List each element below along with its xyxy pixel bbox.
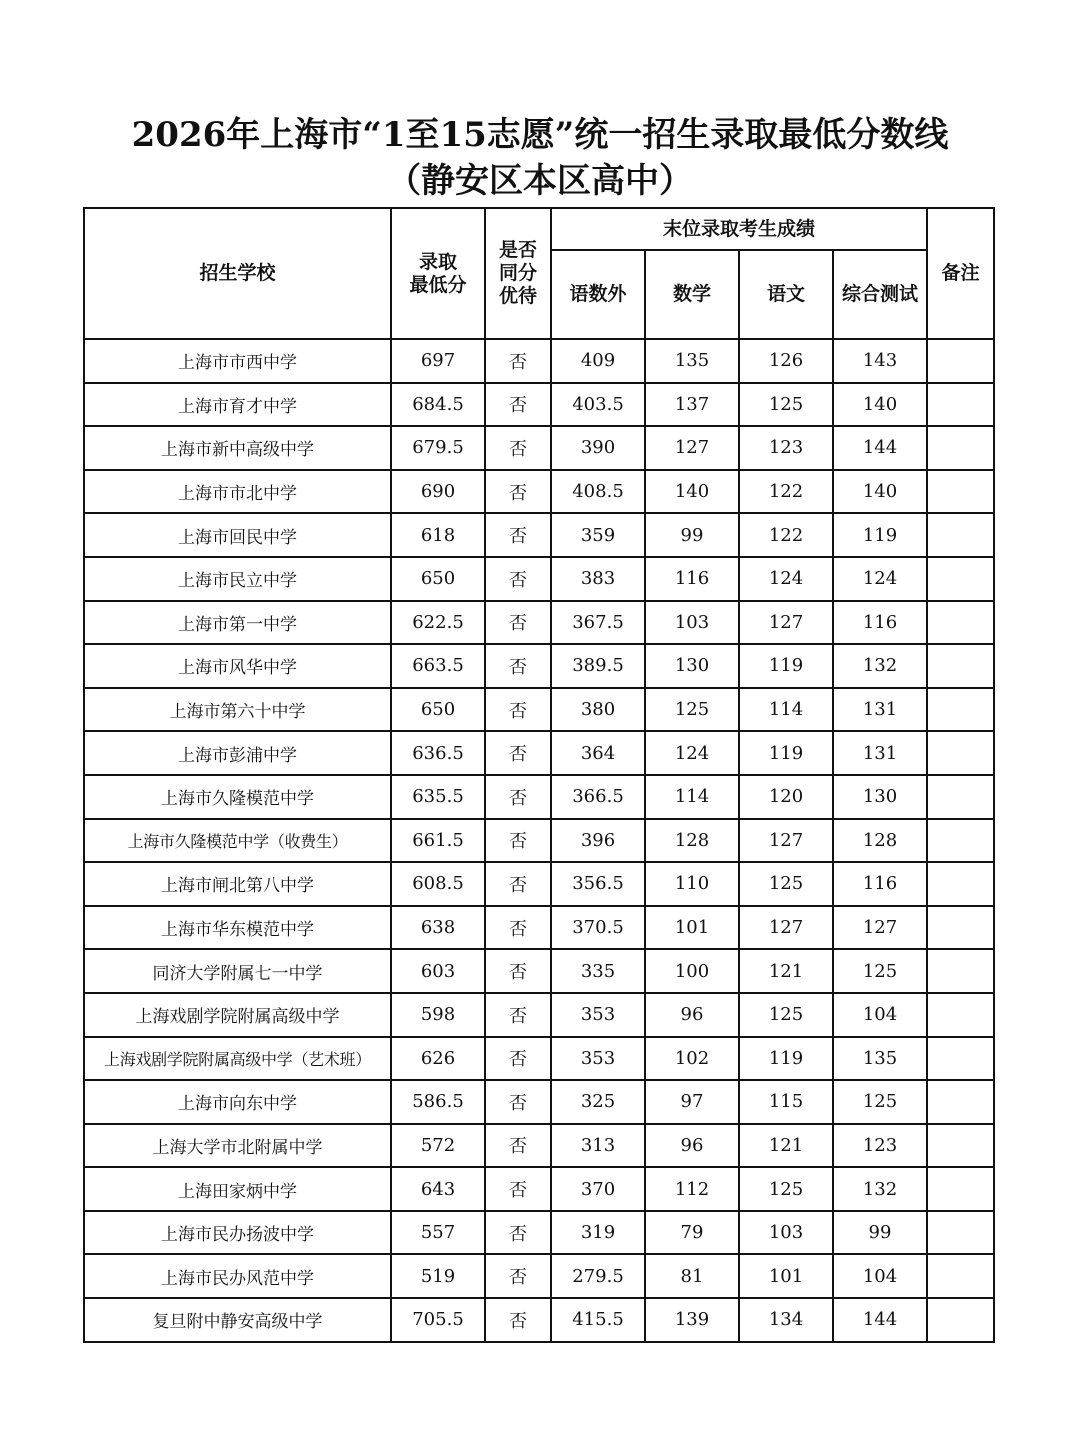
cell-school: 上海市闸北第八中学 bbox=[84, 862, 391, 906]
cell-min-score: 608.5 bbox=[391, 862, 485, 906]
cell-tie-preference: 否 bbox=[485, 513, 551, 557]
table-row bbox=[84, 906, 994, 950]
cell-remarks bbox=[927, 731, 994, 775]
cell-comprehensive: 135 bbox=[833, 1037, 927, 1081]
cell-remarks bbox=[927, 949, 994, 993]
cell-comprehensive: 116 bbox=[833, 601, 927, 645]
table-header bbox=[84, 208, 994, 339]
cell-remarks bbox=[927, 1124, 994, 1168]
cell-chinese: 119 bbox=[739, 644, 833, 688]
table-row bbox=[84, 1254, 994, 1298]
cell-remarks bbox=[927, 470, 994, 514]
cell-math: 137 bbox=[645, 383, 739, 427]
cell-remarks bbox=[927, 1298, 994, 1342]
cell-school: 上海市市北中学 bbox=[84, 470, 391, 514]
cell-remarks bbox=[927, 1080, 994, 1124]
admission-score-table bbox=[83, 207, 995, 1343]
table-row bbox=[84, 688, 994, 732]
cell-comprehensive: 140 bbox=[833, 470, 927, 514]
cell-school: 上海市久隆模范中学（收费生） bbox=[84, 819, 391, 863]
table-row bbox=[84, 1167, 994, 1211]
header-min-score-line2: 最低分 bbox=[409, 273, 467, 296]
cell-chinese: 127 bbox=[739, 906, 833, 950]
table-row bbox=[84, 426, 994, 470]
cell-math: 128 bbox=[645, 819, 739, 863]
cell-min-score: 626 bbox=[391, 1037, 485, 1081]
cell-tie-preference: 否 bbox=[485, 1254, 551, 1298]
cell-chinese-math-english: 396 bbox=[551, 819, 645, 863]
cell-remarks bbox=[927, 513, 994, 557]
cell-comprehensive: 144 bbox=[833, 426, 927, 470]
cell-min-score: 586.5 bbox=[391, 1080, 485, 1124]
cell-remarks bbox=[927, 906, 994, 950]
cell-tie-preference: 否 bbox=[485, 644, 551, 688]
cell-tie-preference: 否 bbox=[485, 1211, 551, 1255]
cell-comprehensive: 127 bbox=[833, 906, 927, 950]
cell-min-score: 650 bbox=[391, 557, 485, 601]
cell-comprehensive: 125 bbox=[833, 1080, 927, 1124]
cell-min-score: 635.5 bbox=[391, 775, 485, 819]
table-row bbox=[84, 601, 994, 645]
cell-min-score: 679.5 bbox=[391, 426, 485, 470]
cell-tie-preference: 否 bbox=[485, 906, 551, 950]
cell-school: 上海市回民中学 bbox=[84, 513, 391, 557]
cell-chinese: 124 bbox=[739, 557, 833, 601]
table-row bbox=[84, 339, 994, 383]
cell-tie-preference: 否 bbox=[485, 862, 551, 906]
header-math: 数学 bbox=[645, 250, 739, 339]
cell-chinese-math-english: 367.5 bbox=[551, 601, 645, 645]
cell-tie-preference: 否 bbox=[485, 426, 551, 470]
cell-chinese: 114 bbox=[739, 688, 833, 732]
table-row bbox=[84, 949, 994, 993]
cell-school: 上海市第六十中学 bbox=[84, 688, 391, 732]
cell-school: 上海市民办扬波中学 bbox=[84, 1211, 391, 1255]
cell-chinese: 119 bbox=[739, 1037, 833, 1081]
header-school: 招生学校 bbox=[84, 208, 391, 339]
cell-math: 102 bbox=[645, 1037, 739, 1081]
cell-chinese: 103 bbox=[739, 1211, 833, 1255]
cell-chinese: 115 bbox=[739, 1080, 833, 1124]
cell-math: 140 bbox=[645, 470, 739, 514]
table-row bbox=[84, 383, 994, 427]
cell-tie-preference: 否 bbox=[485, 470, 551, 514]
cell-tie-preference: 否 bbox=[485, 1298, 551, 1342]
header-chinese-math-english: 语数外 bbox=[551, 250, 645, 339]
cell-min-score: 643 bbox=[391, 1167, 485, 1211]
cell-remarks bbox=[927, 862, 994, 906]
header-last-admitted-group: 末位录取考生成绩 bbox=[551, 208, 927, 250]
cell-chinese-math-english: 279.5 bbox=[551, 1254, 645, 1298]
cell-comprehensive: 140 bbox=[833, 383, 927, 427]
header-tie-line1: 是否 bbox=[498, 239, 537, 261]
cell-comprehensive: 123 bbox=[833, 1124, 927, 1168]
cell-chinese: 121 bbox=[739, 1124, 833, 1168]
cell-tie-preference: 否 bbox=[485, 339, 551, 383]
cell-chinese-math-english: 370.5 bbox=[551, 906, 645, 950]
table-row bbox=[84, 775, 994, 819]
table-row bbox=[84, 1080, 994, 1124]
header-comprehensive: 综合测试 bbox=[833, 250, 927, 339]
cell-remarks bbox=[927, 688, 994, 732]
cell-school: 上海田家炳中学 bbox=[84, 1167, 391, 1211]
table-row bbox=[84, 993, 994, 1037]
cell-chinese: 101 bbox=[739, 1254, 833, 1298]
cell-chinese-math-english: 325 bbox=[551, 1080, 645, 1124]
cell-tie-preference: 否 bbox=[485, 557, 551, 601]
cell-comprehensive: 132 bbox=[833, 644, 927, 688]
cell-min-score: 684.5 bbox=[391, 383, 485, 427]
header-tie-line3: 优待 bbox=[498, 285, 537, 307]
cell-chinese: 127 bbox=[739, 601, 833, 645]
table-row bbox=[84, 1211, 994, 1255]
cell-school: 上海市风华中学 bbox=[84, 644, 391, 688]
cell-remarks bbox=[927, 1254, 994, 1298]
header-tie-line2: 同分 bbox=[498, 262, 537, 284]
cell-chinese-math-english: 366.5 bbox=[551, 775, 645, 819]
header-min-score-line1: 录取 bbox=[418, 250, 457, 273]
cell-math: 124 bbox=[645, 731, 739, 775]
cell-chinese-math-english: 353 bbox=[551, 1037, 645, 1081]
cell-min-score: 598 bbox=[391, 993, 485, 1037]
cell-comprehensive: 130 bbox=[833, 775, 927, 819]
cell-remarks bbox=[927, 339, 994, 383]
cell-math: 127 bbox=[645, 426, 739, 470]
cell-school: 上海市华东模范中学 bbox=[84, 906, 391, 950]
cell-chinese: 125 bbox=[739, 383, 833, 427]
cell-remarks bbox=[927, 1167, 994, 1211]
cell-min-score: 705.5 bbox=[391, 1298, 485, 1342]
cell-chinese: 122 bbox=[739, 513, 833, 557]
cell-remarks bbox=[927, 601, 994, 645]
cell-chinese: 125 bbox=[739, 993, 833, 1037]
cell-chinese-math-english: 403.5 bbox=[551, 383, 645, 427]
page-subtitle: （静安区本区高中） bbox=[387, 161, 693, 201]
cell-chinese-math-english: 353 bbox=[551, 993, 645, 1037]
cell-remarks bbox=[927, 383, 994, 427]
cell-tie-preference: 否 bbox=[485, 601, 551, 645]
cell-min-score: 663.5 bbox=[391, 644, 485, 688]
cell-school: 上海市民立中学 bbox=[84, 557, 391, 601]
cell-min-score: 618 bbox=[391, 513, 485, 557]
cell-chinese-math-english: 319 bbox=[551, 1211, 645, 1255]
header-remarks: 备注 bbox=[927, 208, 994, 339]
table-body bbox=[84, 339, 994, 1342]
cell-comprehensive: 119 bbox=[833, 513, 927, 557]
cell-chinese-math-english: 313 bbox=[551, 1124, 645, 1168]
cell-chinese: 126 bbox=[739, 339, 833, 383]
cell-math: 116 bbox=[645, 557, 739, 601]
cell-chinese-math-english: 408.5 bbox=[551, 470, 645, 514]
cell-school: 上海市市西中学 bbox=[84, 339, 391, 383]
cell-chinese: 134 bbox=[739, 1298, 833, 1342]
cell-comprehensive: 104 bbox=[833, 1254, 927, 1298]
cell-school: 复旦附中静安高级中学 bbox=[84, 1298, 391, 1342]
cell-remarks bbox=[927, 644, 994, 688]
cell-school: 上海市新中高级中学 bbox=[84, 426, 391, 470]
cell-chinese-math-english: 383 bbox=[551, 557, 645, 601]
cell-comprehensive: 104 bbox=[833, 993, 927, 1037]
cell-school: 上海市第一中学 bbox=[84, 601, 391, 645]
cell-math: 100 bbox=[645, 949, 739, 993]
cell-remarks bbox=[927, 775, 994, 819]
table-row bbox=[84, 819, 994, 863]
cell-comprehensive: 99 bbox=[833, 1211, 927, 1255]
cell-min-score: 650 bbox=[391, 688, 485, 732]
cell-tie-preference: 否 bbox=[485, 1080, 551, 1124]
cell-tie-preference: 否 bbox=[485, 1037, 551, 1081]
cell-min-score: 638 bbox=[391, 906, 485, 950]
cell-school: 上海戏剧学院附属高级中学（艺术班） bbox=[84, 1037, 391, 1081]
title-block bbox=[0, 112, 1080, 204]
cell-chinese: 125 bbox=[739, 862, 833, 906]
cell-remarks bbox=[927, 819, 994, 863]
cell-comprehensive: 116 bbox=[833, 862, 927, 906]
cell-tie-preference: 否 bbox=[485, 731, 551, 775]
cell-chinese: 123 bbox=[739, 426, 833, 470]
cell-chinese-math-english: 370 bbox=[551, 1167, 645, 1211]
cell-tie-preference: 否 bbox=[485, 775, 551, 819]
cell-chinese-math-english: 409 bbox=[551, 339, 645, 383]
cell-school: 上海戏剧学院附属高级中学 bbox=[84, 993, 391, 1037]
cell-math: 97 bbox=[645, 1080, 739, 1124]
cell-tie-preference: 否 bbox=[485, 949, 551, 993]
table-row bbox=[84, 1124, 994, 1168]
table-row bbox=[84, 862, 994, 906]
cell-min-score: 636.5 bbox=[391, 731, 485, 775]
cell-comprehensive: 125 bbox=[833, 949, 927, 993]
cell-chinese-math-english: 335 bbox=[551, 949, 645, 993]
cell-chinese: 119 bbox=[739, 731, 833, 775]
cell-math: 110 bbox=[645, 862, 739, 906]
cell-school: 上海市民办风范中学 bbox=[84, 1254, 391, 1298]
cell-chinese: 122 bbox=[739, 470, 833, 514]
cell-tie-preference: 否 bbox=[485, 993, 551, 1037]
cell-math: 125 bbox=[645, 688, 739, 732]
cell-min-score: 622.5 bbox=[391, 601, 485, 645]
cell-math: 103 bbox=[645, 601, 739, 645]
cell-comprehensive: 143 bbox=[833, 339, 927, 383]
header-tie-preference bbox=[485, 208, 551, 339]
table-row bbox=[84, 513, 994, 557]
cell-min-score: 557 bbox=[391, 1211, 485, 1255]
cell-math: 96 bbox=[645, 1124, 739, 1168]
table-row bbox=[84, 557, 994, 601]
cell-chinese-math-english: 380 bbox=[551, 688, 645, 732]
cell-comprehensive: 131 bbox=[833, 731, 927, 775]
cell-tie-preference: 否 bbox=[485, 1124, 551, 1168]
cell-remarks bbox=[927, 557, 994, 601]
cell-math: 96 bbox=[645, 993, 739, 1037]
cell-comprehensive: 144 bbox=[833, 1298, 927, 1342]
cell-min-score: 519 bbox=[391, 1254, 485, 1298]
cell-comprehensive: 124 bbox=[833, 557, 927, 601]
cell-remarks bbox=[927, 426, 994, 470]
cell-math: 130 bbox=[645, 644, 739, 688]
cell-tie-preference: 否 bbox=[485, 383, 551, 427]
cell-remarks bbox=[927, 993, 994, 1037]
cell-math: 79 bbox=[645, 1211, 739, 1255]
cell-school: 上海市久隆模范中学 bbox=[84, 775, 391, 819]
table-row bbox=[84, 1298, 994, 1342]
cell-tie-preference: 否 bbox=[485, 688, 551, 732]
cell-chinese-math-english: 390 bbox=[551, 426, 645, 470]
cell-chinese-math-english: 364 bbox=[551, 731, 645, 775]
cell-school: 上海市育才中学 bbox=[84, 383, 391, 427]
header-min-score bbox=[391, 208, 485, 339]
cell-chinese-math-english: 359 bbox=[551, 513, 645, 557]
table-row bbox=[84, 1037, 994, 1081]
cell-comprehensive: 128 bbox=[833, 819, 927, 863]
cell-min-score: 603 bbox=[391, 949, 485, 993]
cell-comprehensive: 132 bbox=[833, 1167, 927, 1211]
cell-math: 81 bbox=[645, 1254, 739, 1298]
cell-chinese: 121 bbox=[739, 949, 833, 993]
cell-chinese: 120 bbox=[739, 775, 833, 819]
cell-tie-preference: 否 bbox=[485, 1167, 551, 1211]
cell-min-score: 661.5 bbox=[391, 819, 485, 863]
cell-math: 139 bbox=[645, 1298, 739, 1342]
cell-math: 114 bbox=[645, 775, 739, 819]
cell-math: 112 bbox=[645, 1167, 739, 1211]
cell-chinese-math-english: 389.5 bbox=[551, 644, 645, 688]
cell-math: 135 bbox=[645, 339, 739, 383]
table-row bbox=[84, 644, 994, 688]
header-chinese: 语文 bbox=[739, 250, 833, 339]
cell-min-score: 690 bbox=[391, 470, 485, 514]
cell-min-score: 697 bbox=[391, 339, 485, 383]
table-row bbox=[84, 470, 994, 514]
cell-chinese-math-english: 356.5 bbox=[551, 862, 645, 906]
cell-remarks bbox=[927, 1211, 994, 1255]
cell-comprehensive: 131 bbox=[833, 688, 927, 732]
table-row bbox=[84, 731, 994, 775]
cell-chinese: 125 bbox=[739, 1167, 833, 1211]
cell-school: 上海市彭浦中学 bbox=[84, 731, 391, 775]
cell-math: 99 bbox=[645, 513, 739, 557]
page-title: 2026年上海市“1至15志愿”统一招生录取最低分数线 bbox=[131, 115, 949, 155]
cell-min-score: 572 bbox=[391, 1124, 485, 1168]
cell-chinese: 127 bbox=[739, 819, 833, 863]
cell-remarks bbox=[927, 1037, 994, 1081]
cell-chinese-math-english: 415.5 bbox=[551, 1298, 645, 1342]
cell-school: 上海大学市北附属中学 bbox=[84, 1124, 391, 1168]
cell-school: 同济大学附属七一中学 bbox=[84, 949, 391, 993]
cell-math: 101 bbox=[645, 906, 739, 950]
cell-school: 上海市向东中学 bbox=[84, 1080, 391, 1124]
cell-tie-preference: 否 bbox=[485, 819, 551, 863]
